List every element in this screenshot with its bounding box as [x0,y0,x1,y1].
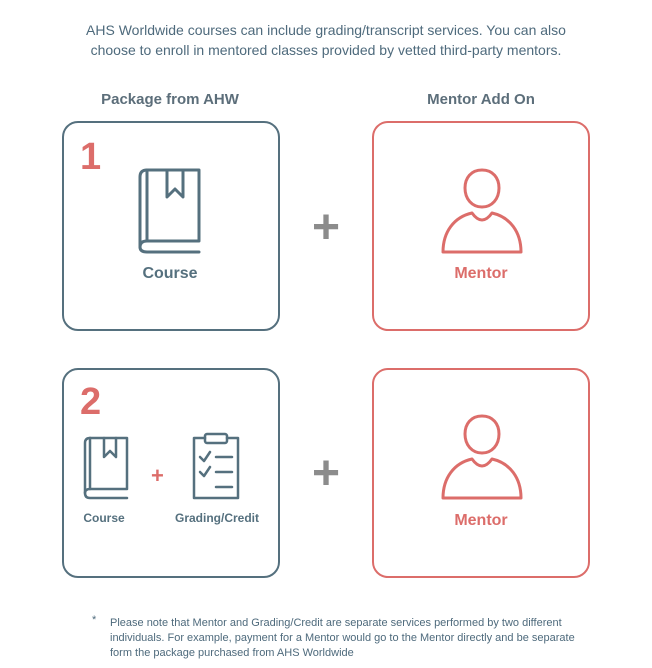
mentor-label-2: Mentor [454,512,508,529]
footnote-asterisk: * [92,614,97,626]
option-number-2: 2 [80,381,102,423]
plus-sign-row-1: + [311,201,341,254]
course-label-small: Course [83,511,125,525]
clipboard-checklist-icon [189,432,243,502]
option-number-1: 1 [80,136,102,178]
person-icon [440,167,524,257]
mentor-label-1: Mentor [454,265,508,282]
plus-sign-inner: + [151,463,164,488]
book-icon [82,435,130,501]
person-icon [440,413,524,503]
book-icon [137,167,203,255]
column-heading-package: Package from AHW [101,91,239,108]
column-heading-mentor: Mentor Add On [427,91,535,108]
plus-sign-row-2: + [311,447,341,500]
footnote-text: Please note that Mentor and Grading/Credit are separate services performed by two different individuals. For example, payment for a Mentor would go to the Mentor directly and be separate form the package purchased from AHS Worldwide [110,617,575,659]
intro-text [0,20,652,60]
intro-line-1: AHS Worldwide courses can include grading/transcript services. You can also [86,22,566,38]
grading-credit-label: Grading/Credit [174,511,259,525]
intro-line-2: choose to enroll in mentored classes provided by vetted third-party mentors. [90,42,562,58]
course-label: Course [142,265,198,282]
